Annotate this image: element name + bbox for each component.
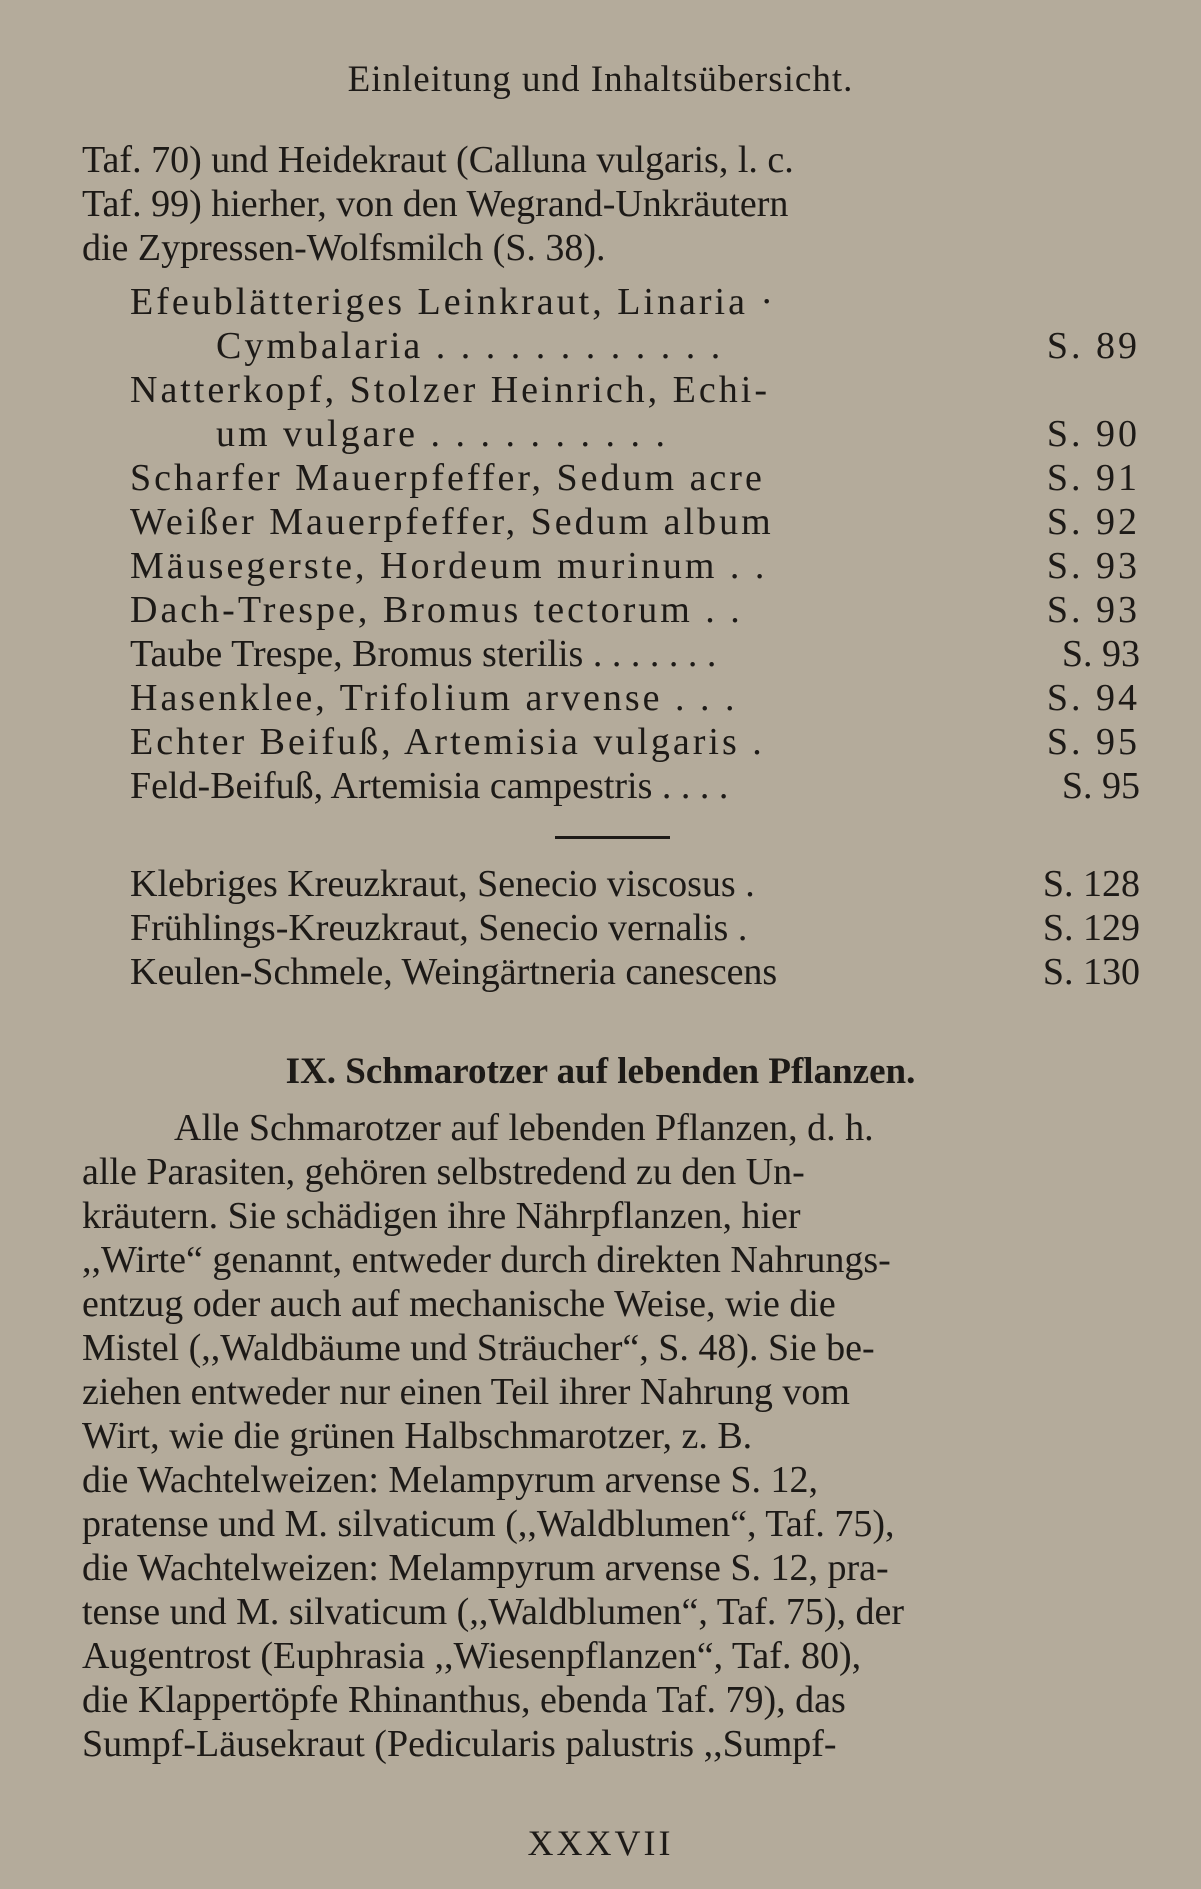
- text-line: Sumpf-Läusekraut (Pedicularis palustris ,,Sumpf-: [82, 1723, 837, 1765]
- toc-entry-name: Weißer Mauerpfeffer, Sedum album: [130, 501, 774, 543]
- toc-entry-name: Feld-Beifuß, Artemisia campestris . . . .: [130, 765, 729, 807]
- toc-entry: [130, 950, 1140, 994]
- toc-entry-page: S. 93: [1061, 633, 1140, 675]
- toc-entry: [130, 324, 1140, 368]
- text-line: Augentrost (Euphrasia ,,Wiesenpflanzen“, Taf. 80),: [82, 1635, 862, 1677]
- text-line: die Zypressen-Wolfsmilch (S. 38).: [82, 227, 606, 269]
- toc-list-primary: [130, 280, 1140, 808]
- toc-entry-name: Natterkopf, Stolzer Heinrich, Echi-: [130, 369, 770, 411]
- toc-entry-name: Hasenklee, Trifolium arvense . . .: [130, 677, 738, 719]
- intro-paragraph: [82, 138, 1142, 270]
- toc-entry-page: S. 129: [1042, 907, 1140, 949]
- toc-entry: [130, 456, 1140, 500]
- toc-entry-page: S. 91: [1046, 457, 1140, 499]
- toc-entry: [130, 632, 1140, 676]
- toc-list-secondary: [130, 862, 1140, 994]
- toc-entry: [130, 280, 1140, 324]
- toc-entry-page: S. 128: [1042, 863, 1140, 905]
- text-line: tense und M. silvaticum (,,Waldblumen“, Taf. 75), der: [82, 1591, 904, 1633]
- running-header: Einleitung und Inhaltsübersicht.: [347, 59, 854, 100]
- text-line: pratense und M. silvaticum (,,Waldblumen“, Taf. 75),: [82, 1503, 895, 1545]
- toc-entry-name: Klebriges Kreuzkraut, Senecio viscosus .: [130, 863, 755, 905]
- toc-entry-name: Keulen-Schmele, Weingärtneria canescens: [130, 951, 778, 993]
- toc-entry: [130, 906, 1140, 950]
- text-line: ,,Wirte“ genannt, entweder durch direkten Nahrungs-: [82, 1239, 891, 1281]
- page-number: XXXVII: [527, 1823, 674, 1863]
- toc-entry: [130, 544, 1140, 588]
- section-heading: IX. Schmarotzer auf lebenden Pflanzen.: [285, 1051, 916, 1092]
- toc-entry: [130, 676, 1140, 720]
- toc-entry: [130, 588, 1140, 632]
- toc-entry: [130, 720, 1140, 764]
- toc-entry: [130, 500, 1140, 544]
- toc-entry-name: Scharfer Mauerpfeffer, Sedum acre: [130, 457, 765, 499]
- toc-entry-page: S. 93: [1046, 589, 1140, 631]
- toc-entry: [130, 412, 1140, 456]
- text-line: alle Parasiten, gehören selbstredend zu den Un-: [82, 1151, 805, 1193]
- toc-entry-name: Taube Trespe, Bromus sterilis . . . . . . .: [130, 633, 717, 675]
- toc-entry-page: S. 95: [1046, 721, 1140, 763]
- toc-entry-name: Frühlings-Kreuzkraut, Senecio vernalis .: [130, 907, 748, 949]
- toc-entry-name: Mäusegerste, Hordeum murinum . .: [130, 545, 768, 587]
- text-line: Wirt, wie die grünen Halbschmarotzer, z. B.: [82, 1415, 753, 1457]
- toc-entry: [130, 862, 1140, 906]
- text-line: Alle Schmarotzer auf lebenden Pflanzen, d. h.: [174, 1107, 874, 1149]
- toc-entry-name: Echter Beifuß, Artemisia vulgaris .: [130, 721, 765, 763]
- toc-entry: [130, 764, 1140, 808]
- text-line: die Wachtelweizen: Melampyrum arvense S. 12,: [82, 1459, 818, 1501]
- toc-entry-page: S. 94: [1046, 677, 1140, 719]
- toc-entry-page: S. 95: [1061, 765, 1140, 807]
- toc-entry-name: Cymbalaria . . . . . . . . . . . .: [216, 325, 724, 367]
- toc-entry-name: Efeublätteriges Leinkraut, Linaria ·: [130, 281, 777, 323]
- toc-entry-name: um vulgare . . . . . . . . . .: [216, 413, 669, 455]
- toc-entry-name: Dach-Trespe, Bromus tectorum . .: [130, 589, 743, 631]
- toc-entry-page: S. 93: [1046, 545, 1140, 587]
- text-line: kräutern. Sie schädigen ihre Nährpflanzen, hier: [82, 1195, 801, 1237]
- toc-entry-page: S. 92: [1046, 501, 1140, 543]
- toc-entry-page: S. 90: [1046, 413, 1140, 455]
- text-line: entzug oder auch auf mechanische Weise, wie die: [82, 1283, 836, 1325]
- text-line: Taf. 70) und Heidekraut (Calluna vulgaris, l. c.: [82, 139, 794, 181]
- text-line: die Wachtelweizen: Melampyrum arvense S. 12, pra-: [82, 1547, 889, 1589]
- text-line: ziehen entweder nur einen Teil ihrer Nahrung vom: [82, 1371, 850, 1413]
- section-divider: [555, 836, 670, 839]
- text-line: die Klappertöpfe Rhinanthus, ebenda Taf. 79), das: [82, 1679, 846, 1721]
- toc-entry-page: S. 130: [1042, 951, 1140, 993]
- text-line: Mistel (,,Waldbäume und Sträucher“, S. 48). Sie be-: [82, 1327, 875, 1369]
- body-paragraph: [82, 1106, 1142, 1766]
- toc-entry-page: S. 89: [1046, 325, 1140, 367]
- text-line: Taf. 99) hierher, von den Wegrand-Unkräutern: [82, 183, 789, 225]
- toc-entry: [130, 368, 1140, 412]
